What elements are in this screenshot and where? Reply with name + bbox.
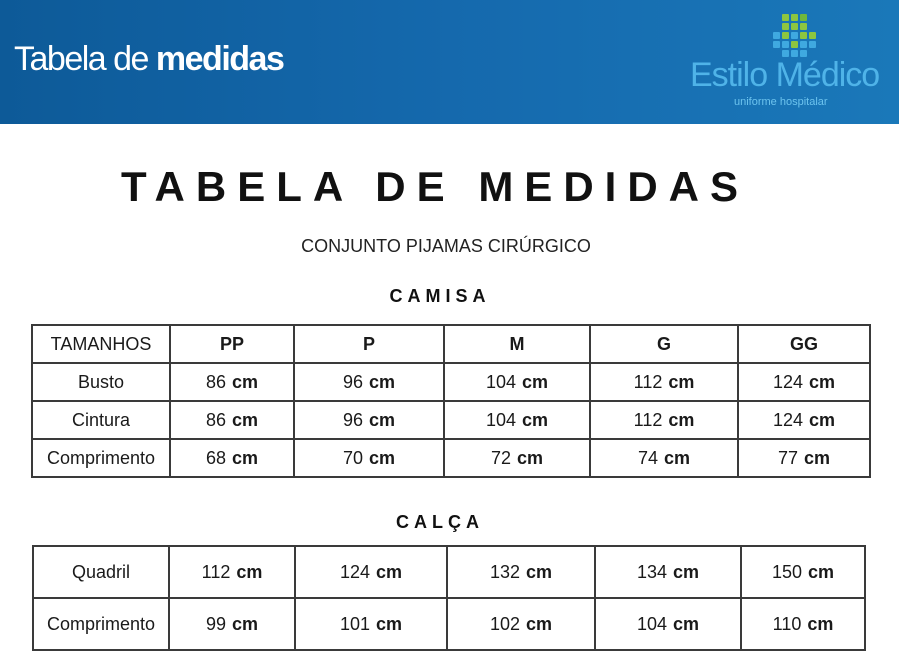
measure-value: 96 <box>342 371 363 392</box>
header-cell-g: G <box>590 325 738 363</box>
logo-name: Estilo Médico <box>690 56 880 94</box>
measure-unit: cm <box>369 409 396 430</box>
measure-value: 74 <box>637 447 658 468</box>
section-title-camisa: CAMISA <box>389 286 491 306</box>
measure-cell <box>738 363 870 401</box>
measure-unit: cm <box>522 409 549 430</box>
measure-value: 132 <box>489 561 521 582</box>
header-cell-m: M <box>444 325 590 363</box>
table-row <box>32 401 870 439</box>
measure-cell <box>444 439 590 477</box>
measure-unit: cm <box>673 613 700 634</box>
table-row <box>32 439 870 477</box>
row-label: Cintura <box>32 401 170 439</box>
measure-cell <box>294 363 444 401</box>
row-label: Comprimento <box>32 439 170 477</box>
calca-size-table <box>32 545 866 651</box>
section-title-calca: CALÇA <box>396 512 484 532</box>
table-row <box>33 546 865 598</box>
row-label: Busto <box>32 363 170 401</box>
banner-title <box>14 40 283 79</box>
measure-unit: cm <box>673 561 700 582</box>
measure-unit: cm <box>376 613 403 634</box>
measure-unit: cm <box>804 447 831 468</box>
measure-value: 86 <box>205 371 226 392</box>
measure-value: 110 <box>772 613 802 634</box>
measure-cell <box>295 598 447 650</box>
measure-value: 104 <box>485 409 517 430</box>
header-cell-gg: GG <box>738 325 870 363</box>
measure-cell <box>595 598 741 650</box>
header-cell-pp: PP <box>170 325 294 363</box>
measure-value: 102 <box>489 613 521 634</box>
measure-cell <box>170 363 294 401</box>
measure-value: 112 <box>633 371 663 392</box>
measure-value: 104 <box>636 613 668 634</box>
header-cell-p: P <box>294 325 444 363</box>
banner-title-bold: medidas <box>155 40 284 78</box>
measure-unit: cm <box>664 447 691 468</box>
measure-cell <box>447 546 595 598</box>
banner-title-light: Tabela de <box>14 40 156 78</box>
measure-value: 124 <box>772 409 804 430</box>
measure-cell <box>294 439 444 477</box>
measure-value: 86 <box>205 409 226 430</box>
measure-value: 112 <box>633 409 663 430</box>
measure-value: 150 <box>771 561 803 582</box>
measure-value: 124 <box>339 561 371 582</box>
row-label: Comprimento <box>33 598 169 650</box>
measure-unit: cm <box>809 409 836 430</box>
measure-unit: cm <box>236 561 263 582</box>
measure-unit: cm <box>517 447 544 468</box>
measure-value: 112 <box>201 561 231 582</box>
measure-cell <box>590 363 738 401</box>
measure-cell <box>738 439 870 477</box>
row-label: Quadril <box>33 546 169 598</box>
measure-value: 104 <box>485 371 517 392</box>
header-cell-tamanhos: TAMANHOS <box>32 325 170 363</box>
measure-unit: cm <box>807 613 834 634</box>
measure-value: 124 <box>772 371 804 392</box>
measure-unit: cm <box>526 613 553 634</box>
measure-cell <box>444 401 590 439</box>
page-title: TABELA DE MEDIDAS <box>121 163 749 210</box>
page-subtitle: CONJUNTO PIJAMAS CIRÚRGICO <box>301 236 591 256</box>
measure-value: 68 <box>205 447 226 468</box>
measure-unit: cm <box>668 371 695 392</box>
brand-logo <box>690 12 895 120</box>
measure-cell <box>590 401 738 439</box>
measure-cell <box>447 598 595 650</box>
measure-cell <box>294 401 444 439</box>
table-row <box>33 598 865 650</box>
medical-cross-icon <box>772 14 816 58</box>
measure-cell <box>169 546 295 598</box>
measure-unit: cm <box>526 561 553 582</box>
measure-unit: cm <box>809 371 836 392</box>
measure-cell <box>170 401 294 439</box>
measure-unit: cm <box>232 447 259 468</box>
measure-cell <box>295 546 447 598</box>
camisa-size-table <box>31 324 871 478</box>
measure-unit: cm <box>808 561 835 582</box>
measure-cell <box>590 439 738 477</box>
measure-value: 101 <box>339 613 371 634</box>
measure-unit: cm <box>522 371 549 392</box>
measure-value: 72 <box>490 447 511 468</box>
measure-value: 77 <box>777 447 798 468</box>
table-header-row <box>32 325 870 363</box>
measure-unit: cm <box>376 561 403 582</box>
measure-cell <box>170 439 294 477</box>
measure-cell <box>741 598 865 650</box>
table-row <box>32 363 870 401</box>
measure-unit: cm <box>668 409 695 430</box>
measure-unit: cm <box>232 371 259 392</box>
measure-cell <box>169 598 295 650</box>
measure-cell <box>444 363 590 401</box>
measure-value: 99 <box>205 613 226 634</box>
logo-tagline: uniforme hospitalar <box>734 96 828 108</box>
measure-cell <box>595 546 741 598</box>
measure-unit: cm <box>232 409 259 430</box>
measure-unit: cm <box>369 447 396 468</box>
measure-cell <box>741 546 865 598</box>
measure-value: 70 <box>342 447 363 468</box>
header-banner <box>0 0 899 124</box>
measure-cell <box>738 401 870 439</box>
measure-value: 96 <box>342 409 363 430</box>
measure-value: 134 <box>636 561 668 582</box>
measure-unit: cm <box>232 613 259 634</box>
measure-unit: cm <box>369 371 396 392</box>
